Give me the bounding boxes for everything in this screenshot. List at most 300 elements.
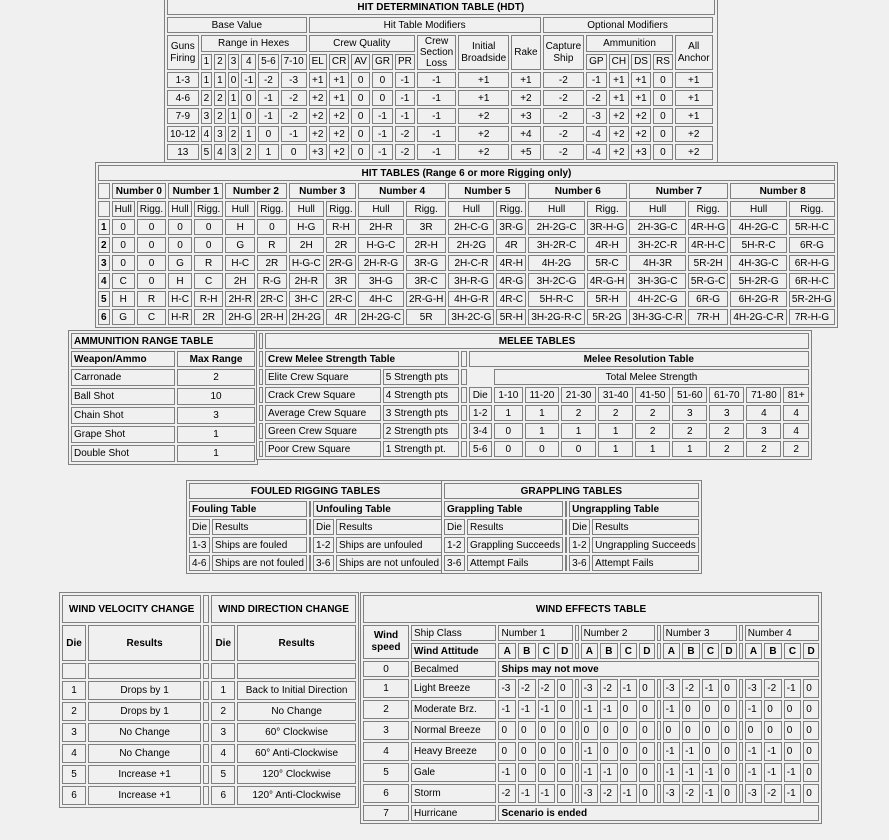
- attitude-letter: D: [557, 643, 573, 659]
- result-value: Grappling Succeeds: [467, 537, 563, 553]
- table-cell: 0: [653, 108, 673, 124]
- hdt-initial-header: Initial Broadside: [458, 35, 509, 70]
- table-row: [167, 72, 715, 88]
- table-cell: H: [225, 219, 255, 235]
- table-cell: 7R-H: [688, 309, 728, 325]
- wind-modifier: 0: [803, 784, 819, 803]
- wind-modifier: -1: [745, 742, 763, 761]
- melee-cell: 0: [494, 423, 523, 439]
- table-cell: -3: [281, 72, 307, 88]
- table-cell: 4R: [326, 309, 356, 325]
- wind-modifier: 0: [639, 679, 655, 698]
- hdt-optional-header: Optional Modifiers: [543, 17, 713, 33]
- table-cell: +1: [675, 90, 713, 106]
- table-cell: 3H-3G-C: [629, 273, 686, 289]
- table-cell: 0: [137, 219, 166, 235]
- spacer: [739, 700, 743, 719]
- table-row: [62, 765, 356, 784]
- wind-effects-title: WIND EFFECTS TABLE: [363, 595, 819, 623]
- die-value: 3-6: [313, 555, 334, 571]
- rigging-header: Rigg.: [587, 201, 627, 217]
- spacer: [657, 721, 661, 740]
- spacer: [461, 423, 467, 439]
- wind-modifier: -1: [784, 763, 802, 782]
- hdt-crew-col: CR: [329, 54, 349, 71]
- melee-row: [259, 441, 809, 457]
- table-cell: -1: [417, 90, 456, 106]
- table-cell: 6R-H-C: [789, 273, 835, 289]
- melee-cell: 3: [672, 405, 707, 421]
- melee-die-header: Die: [469, 387, 492, 403]
- melee-row: [259, 423, 809, 439]
- wind-direction-result: 60° Clockwise: [237, 723, 356, 742]
- melee-resolution-title: Melee Resolution Table: [469, 351, 809, 367]
- table-cell: 3H-C: [289, 291, 324, 307]
- table-cell: -1: [395, 90, 415, 106]
- wind-modifier: -1: [518, 700, 536, 719]
- wind-speed: 0: [363, 661, 409, 677]
- wind-direction-die: 5: [211, 765, 235, 784]
- table-cell: 3R-G: [406, 255, 446, 271]
- wind-speed-header: Wind speed: [363, 625, 409, 659]
- table-cell: 5: [201, 144, 213, 160]
- wind-modifier: 0: [639, 742, 655, 761]
- table-cell: 1: [214, 72, 226, 88]
- table-row: [98, 237, 835, 253]
- table-cell: 5R-2G: [587, 309, 627, 325]
- table-cell: -2: [281, 108, 307, 124]
- table-cell: 3R: [406, 219, 446, 235]
- melee-col-header: 81+: [783, 387, 809, 403]
- hdt-capture-header: Capture Ship: [543, 35, 585, 70]
- melee-cell: 2: [672, 423, 707, 439]
- wind-effects-table: [360, 592, 822, 824]
- hull-header: Hull: [358, 201, 404, 217]
- table-cell: R: [257, 237, 286, 253]
- wind-name: Normal Breeze: [411, 721, 496, 740]
- table-cell: 13: [167, 144, 199, 160]
- table-cell: 3R-H-G: [587, 219, 627, 235]
- wind-speed: 2: [363, 700, 409, 719]
- table-cell: 6H-2G-R: [730, 291, 787, 307]
- table-cell: 2H-C-R: [448, 255, 494, 271]
- hit-number-header: Number 2: [225, 183, 286, 199]
- wind-modifier: 0: [702, 700, 720, 719]
- melee-cell: 1-2: [469, 405, 492, 421]
- table-cell: 0: [257, 219, 286, 235]
- table-cell: 0: [653, 72, 673, 88]
- hdt-ammo-col: CH: [609, 54, 629, 71]
- melee-cell: 0: [525, 441, 559, 457]
- table-cell: 4H-2C-G: [629, 291, 686, 307]
- table-cell: 0: [241, 90, 256, 106]
- table-cell: 5R-H-C: [789, 219, 835, 235]
- wind-modifier: -2: [538, 679, 556, 698]
- wind-modifier: 0: [600, 742, 618, 761]
- wind-number-header: Number 2: [581, 625, 655, 641]
- ammo-weapon-header: Weapon/Ammo: [71, 351, 175, 367]
- melee-crew-title: Crew Melee Strength Table: [265, 351, 459, 367]
- wind-modifier: -1: [682, 763, 700, 782]
- table-cell: -2: [543, 72, 585, 88]
- die-value: 3-6: [569, 555, 590, 571]
- wind-velocity-die: 4: [62, 744, 86, 763]
- melee-cell: 2: [783, 441, 809, 457]
- table-cell: +1: [675, 108, 713, 124]
- melee-cell: 3: [709, 405, 744, 421]
- table-cell: 3R-G: [496, 219, 526, 235]
- table-cell: 0: [653, 144, 673, 160]
- table-row: [62, 723, 356, 742]
- hdt-crew-col: EL: [309, 54, 327, 71]
- spacer: [203, 702, 209, 721]
- wind-attitude-row: [363, 643, 819, 659]
- wind-modifier: 0: [803, 742, 819, 761]
- table-cell: 1: [177, 445, 255, 462]
- table-cell: -1: [417, 126, 456, 142]
- rigging-header: Rigg.: [406, 201, 446, 217]
- table-cell: -2: [543, 90, 585, 106]
- wind-velocity-result: Drops by 1: [88, 702, 201, 721]
- grapple-row: [444, 537, 699, 553]
- melee-total-header: Total Melee Strength: [494, 369, 809, 385]
- table-cell: 0: [653, 126, 673, 142]
- attitude-letter: B: [518, 643, 536, 659]
- hdt-crew-col: PR: [395, 54, 415, 71]
- table-cell: 3: [228, 144, 240, 160]
- wind-calm-note: Ships may not move: [498, 661, 819, 677]
- table-cell: 4H-2G-C: [730, 219, 787, 235]
- wind-modifier: 0: [639, 784, 655, 803]
- table-cell: 4R-H: [587, 237, 627, 253]
- attitude-letter: A: [498, 643, 516, 659]
- wind-direction-title: WIND DIRECTION CHANGE: [211, 595, 356, 623]
- hdt-ammo-header: Ammunition: [586, 35, 673, 52]
- table-cell: 2H-R: [225, 291, 255, 307]
- table-cell: -2: [543, 108, 585, 124]
- table-cell: +1: [511, 72, 540, 88]
- table-cell: 3: [201, 108, 213, 124]
- hull-header: Hull: [225, 201, 255, 217]
- table-cell: 0: [137, 273, 166, 289]
- table-cell: 1: [258, 144, 278, 160]
- table-cell: 7R-H-G: [789, 309, 835, 325]
- spacer: [203, 765, 209, 784]
- wind-direction-result: 120° Clockwise: [237, 765, 356, 784]
- table-cell: Double Shot: [71, 445, 175, 462]
- table-cell: C: [194, 273, 223, 289]
- table-cell: 6: [98, 309, 110, 325]
- spacer: [739, 742, 743, 761]
- die-value: 3-6: [444, 555, 465, 571]
- spacer: [203, 744, 209, 763]
- table-cell: 0: [372, 72, 393, 88]
- wind-modifier: 0: [721, 700, 737, 719]
- hdt-crew-col: AV: [351, 54, 370, 71]
- table-cell: +1: [309, 72, 327, 88]
- spacer: [309, 555, 311, 571]
- table-row: [71, 445, 255, 462]
- hull-header: Hull: [289, 201, 324, 217]
- table-row: [167, 90, 715, 106]
- table-row: [98, 219, 835, 235]
- table-cell: 2: [177, 369, 255, 386]
- melee-cell: 2: [635, 405, 670, 421]
- table-cell: 6R-G: [688, 291, 728, 307]
- wind-modifier: 0: [557, 721, 573, 740]
- table-cell: +2: [309, 90, 327, 106]
- table-cell: C: [137, 309, 166, 325]
- table-cell: 4R-H-G: [688, 219, 728, 235]
- table-cell: -1: [281, 126, 307, 142]
- die-value: 1-3: [189, 537, 210, 553]
- hit-tables: [95, 162, 838, 328]
- melee-cell: 3-4: [469, 423, 492, 439]
- table-cell: 4H-G-R: [448, 291, 494, 307]
- wind-direction-result: 120° Anti-Clockwise: [237, 786, 356, 805]
- table-row: [167, 108, 715, 124]
- attitude-letter: A: [581, 643, 599, 659]
- wind-modifier: 0: [764, 721, 782, 740]
- melee-col-header: 1-10: [494, 387, 523, 403]
- wind-modifier: 0: [721, 721, 737, 740]
- hdt-ammo-col: DS: [631, 54, 651, 71]
- spacer: [739, 763, 743, 782]
- wind-modifier: -1: [663, 742, 681, 761]
- wind-modifier: 0: [620, 742, 638, 761]
- wind-modifier: 0: [557, 784, 573, 803]
- spacer: [575, 763, 579, 782]
- melee-col-header: 71-80: [746, 387, 781, 403]
- table-cell: 3: [177, 407, 255, 424]
- spacer: [203, 681, 209, 700]
- table-cell: 10-12: [167, 126, 199, 142]
- grapple-header-row: [444, 519, 699, 535]
- table-cell: -2: [395, 126, 415, 142]
- hit-determination-table: [164, 0, 718, 163]
- rigging-header: Rigg.: [137, 201, 166, 217]
- spacer: [657, 700, 661, 719]
- table-cell: 5R-H: [496, 309, 526, 325]
- hdt-modifiers-header: Hit Table Modifiers: [309, 17, 541, 33]
- wind-direction-die: 2: [211, 702, 235, 721]
- hdt-crew-col: GR: [372, 54, 393, 71]
- spacer: [565, 519, 567, 535]
- wind-modifier: -1: [538, 700, 556, 719]
- wind-number-header: Number 4: [745, 625, 819, 641]
- table-row: [363, 721, 819, 740]
- wind-velocity-die: 2: [62, 702, 86, 721]
- attitude-letter: D: [721, 643, 737, 659]
- table-cell: 3: [98, 255, 110, 271]
- wind-modifier: -1: [620, 784, 638, 803]
- wind-velocity-result: Increase +1: [88, 765, 201, 784]
- hit-number-header: Number 5: [448, 183, 526, 199]
- table-cell: C: [112, 273, 135, 289]
- table-cell: Ball Shot: [71, 388, 175, 405]
- table-cell: 3H-3G-C-R: [629, 309, 686, 325]
- melee-crew-strength: 3 Strength pts: [383, 405, 459, 421]
- table-cell: +1: [609, 90, 629, 106]
- table-cell: 2: [214, 108, 226, 124]
- table-cell: 3H-G: [358, 273, 404, 289]
- table-cell: 0: [112, 255, 135, 271]
- wind-modifier: -2: [518, 679, 536, 698]
- melee-cell: 1: [598, 423, 633, 439]
- hdt-body: [167, 72, 715, 160]
- wind-modifier: -1: [784, 784, 802, 803]
- rigging-header: Rigg.: [496, 201, 526, 217]
- table-cell: H-G-C: [289, 255, 324, 271]
- hdt-ammo-col: RS: [653, 54, 673, 71]
- hdt-range-col: 3: [228, 54, 240, 71]
- wind-speed: 5: [363, 763, 409, 782]
- wind-modifier: -1: [600, 700, 618, 719]
- spacer: [739, 784, 743, 803]
- table-cell: 4R-H: [496, 255, 526, 271]
- wind-modifier: 0: [745, 721, 763, 740]
- table-cell: Chain Shot: [71, 407, 175, 424]
- table-cell: H-C: [168, 291, 192, 307]
- table-cell: 2: [228, 126, 240, 142]
- spacer: [657, 763, 661, 782]
- table-cell: 0: [137, 255, 166, 271]
- melee-cell: 0: [494, 441, 523, 457]
- melee-tables: [256, 330, 812, 460]
- wind-modifier: -1: [498, 763, 516, 782]
- wind-modifier: -2: [498, 784, 516, 803]
- table-cell: 0: [228, 72, 240, 88]
- table-row: [71, 388, 255, 405]
- melee-crew-strength: 2 Strength pts: [383, 423, 459, 439]
- wind-modifier: -1: [498, 700, 516, 719]
- spacer: [575, 742, 579, 761]
- hit-number-header: Number 7: [629, 183, 728, 199]
- table-cell: 5: [98, 291, 110, 307]
- table-cell: +2: [329, 144, 349, 160]
- table-cell: 3H-2C-G: [448, 309, 494, 325]
- table-cell: +4: [511, 126, 540, 142]
- wind-modifier: -1: [764, 742, 782, 761]
- wind-modifier: 0: [702, 742, 720, 761]
- hull-header: Hull: [528, 201, 585, 217]
- ammunition-range-table: [68, 330, 258, 465]
- wind-modifier: -1: [745, 700, 763, 719]
- die-header: Die: [569, 519, 590, 535]
- melee-cell: 5-6: [469, 441, 492, 457]
- hull-header: Hull: [168, 201, 192, 217]
- wind-modifier: 0: [663, 721, 681, 740]
- results-header: Results: [336, 519, 442, 535]
- table-cell: 2H-C-G: [448, 219, 494, 235]
- result-value: Ships are not fouled: [212, 555, 307, 571]
- hit-number-header: Number 0: [112, 183, 167, 199]
- wind-modifier: 0: [620, 700, 638, 719]
- table-row: [363, 700, 819, 719]
- table-cell: 1: [241, 126, 256, 142]
- die-value: 1-2: [313, 537, 334, 553]
- table-cell: 2H-R-G: [358, 255, 404, 271]
- wind-modifier: 0: [721, 763, 737, 782]
- wind-modifier: 0: [581, 721, 599, 740]
- wind-velocity-die: 6: [62, 786, 86, 805]
- table-cell: R-H: [326, 219, 356, 235]
- table-cell: +2: [675, 144, 713, 160]
- wind-name: Storm: [411, 784, 496, 803]
- wind-modifier: 0: [803, 763, 819, 782]
- wind-direction-result: No Change: [237, 702, 356, 721]
- wind-modifier: -1: [620, 679, 638, 698]
- ungrappling-table-title: Ungrappling Table: [569, 501, 699, 517]
- wind-velocity-direction-tables: [59, 592, 359, 808]
- table-cell: 0: [351, 144, 370, 160]
- hit-number-header: Number 1: [168, 183, 223, 199]
- table-cell: +2: [329, 126, 349, 142]
- table-cell: -1: [241, 72, 256, 88]
- table-row: [71, 407, 255, 424]
- table-cell: +3: [631, 144, 651, 160]
- table-cell: 2H-2G: [448, 237, 494, 253]
- table-cell: 4: [98, 273, 110, 289]
- melee-cell: 1: [635, 441, 670, 457]
- table-cell: -3: [586, 108, 606, 124]
- ship-class-header: Ship Class: [411, 625, 496, 641]
- table-cell: 2H-2G: [289, 309, 324, 325]
- melee-cell: 1: [525, 405, 559, 421]
- table-cell: 2R: [257, 255, 286, 271]
- wind-name: Becalmed: [411, 661, 496, 677]
- melee-col-header: 31-40: [598, 387, 633, 403]
- hdt-range-header: Range in Hexes: [201, 35, 307, 52]
- rigging-header: Rigg.: [789, 201, 835, 217]
- rigging-header: Rigg.: [257, 201, 286, 217]
- melee-crew-name: Green Crew Square: [265, 423, 381, 439]
- table-cell: +1: [675, 72, 713, 88]
- wind-velocity-die-header: Die: [62, 625, 86, 661]
- table-cell: 2: [241, 144, 256, 160]
- table-cell: -1: [417, 72, 456, 88]
- table-cell: +2: [631, 108, 651, 124]
- table-cell: -1: [372, 108, 393, 124]
- wind-speed: 3: [363, 721, 409, 740]
- table-cell: +2: [631, 126, 651, 142]
- wind-modifier: 0: [803, 700, 819, 719]
- wind-modifier: -3: [581, 784, 599, 803]
- melee-cell: 2: [746, 441, 781, 457]
- spacer: [565, 555, 567, 571]
- wind-modifier: 0: [620, 721, 638, 740]
- table-row: [98, 291, 835, 307]
- table-cell: 5R-2H-G: [789, 291, 835, 307]
- table-cell: 3H-2R-C: [528, 237, 585, 253]
- table-cell: +2: [309, 126, 327, 142]
- table-cell: G: [112, 309, 135, 325]
- hdt-title: HIT DETERMINATION TABLE (HDT): [167, 0, 715, 15]
- table-cell: 5R-G-C: [688, 273, 728, 289]
- spacer: [657, 643, 661, 659]
- wind-modifier: -3: [663, 784, 681, 803]
- table-cell: 4: [214, 144, 226, 160]
- table-cell: +1: [609, 72, 629, 88]
- table-cell: H: [112, 291, 135, 307]
- table-cell: R-H: [194, 291, 223, 307]
- table-cell: 4H-2G-C-R: [730, 309, 787, 325]
- wind-velocity-die: 5: [62, 765, 86, 784]
- table-cell: 5H-R-C: [730, 237, 787, 253]
- wind-modifier: 0: [784, 700, 802, 719]
- hit-number-header: Number 4: [358, 183, 446, 199]
- spacer: [461, 405, 467, 421]
